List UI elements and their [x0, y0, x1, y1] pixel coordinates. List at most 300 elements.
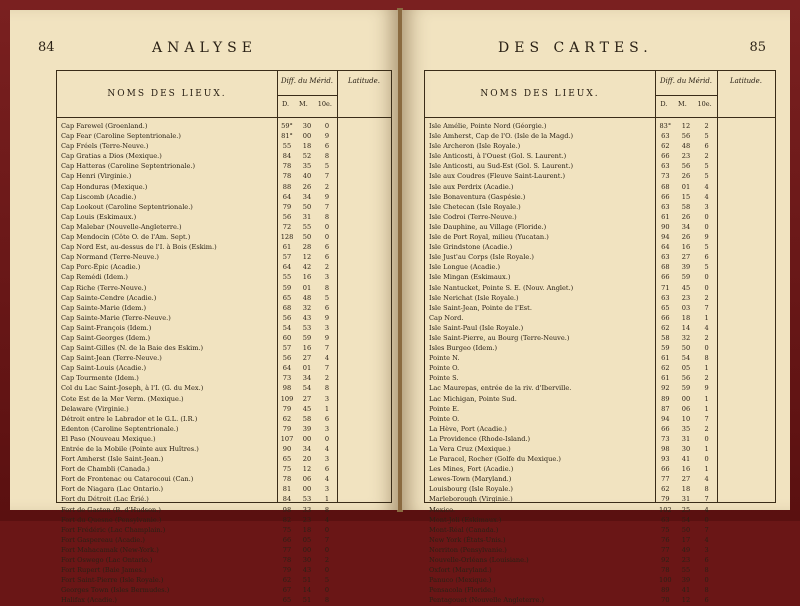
diff-tenths: 4: [704, 323, 709, 332]
diff-tenths: 4: [704, 505, 709, 514]
diff-tenths: 0: [704, 576, 709, 585]
place-name: Cap Gratias a Dios (Mexique.): [61, 152, 162, 161]
table-row: [57, 434, 391, 444]
diff-tenths: 0: [324, 222, 330, 231]
place-name: El Paso (Nouveau Mexique.): [61, 434, 156, 443]
diff-tenths: 6: [324, 243, 330, 252]
diff-minutes: 16: [681, 243, 691, 252]
diff-minutes: 39: [681, 576, 691, 585]
diff-minutes: 12: [302, 465, 312, 474]
diff-minutes: 00: [681, 394, 691, 403]
diff-tenths: 7: [324, 344, 330, 353]
table-row: [425, 383, 775, 393]
table-row: [425, 444, 775, 454]
place-name: Cap Tourmente (Idem.): [61, 374, 139, 383]
column-header-latitude: [717, 71, 775, 117]
diff-tenths: 9: [324, 192, 330, 201]
diff-minutes: 14: [302, 586, 312, 595]
diff-minutes: 34: [681, 222, 691, 231]
running-head-right: DES CARTES.: [498, 40, 653, 56]
place-name: Mont-Joli (Eskimaux.): [429, 515, 502, 524]
diff-minutes: 56: [681, 132, 691, 141]
diff-degrees: 78: [282, 162, 292, 171]
diff-degrees: 92: [661, 556, 670, 565]
table-row: [57, 484, 391, 494]
place-name: La Providence (Rhode-Island.): [429, 434, 531, 443]
place-name: Lewes-Town (Maryland.): [429, 475, 512, 484]
diff-minutes: 26: [681, 212, 691, 221]
place-name: Nouvelle-Orléans (Louisiane.): [429, 556, 529, 565]
diff-tenths: 1: [704, 394, 709, 403]
table-row: [57, 373, 391, 383]
place-name: Cap Honduras (Mexique.): [61, 182, 148, 191]
diff-degrees: 55: [282, 273, 292, 282]
table-row: [425, 535, 775, 545]
place-name: Cap Riche (Terre-Neuve.): [61, 283, 147, 292]
diff-minutes: 27: [302, 394, 312, 403]
table-row: [57, 363, 391, 373]
diff-tenths: 2: [704, 293, 709, 302]
diff-tenths: 2: [704, 152, 709, 161]
table-row: [57, 222, 391, 232]
diff-tenths: 3: [704, 202, 709, 211]
diff-tenths: 3: [324, 273, 330, 282]
table-row: [57, 252, 391, 262]
diff-degrees: 66: [661, 273, 670, 282]
table-row: [425, 575, 775, 585]
diff-minutes: 55: [302, 222, 312, 231]
diff-tenths: 7: [324, 535, 330, 544]
diff-minutes: 26: [681, 172, 691, 181]
diff-minutes: 35: [681, 424, 691, 433]
table-row: [425, 585, 775, 595]
column-header-diff: [655, 71, 718, 117]
diff-tenths: 4: [704, 475, 709, 484]
table-row: [57, 383, 391, 393]
place-name: Cap Malebar (Nouvelle-Angleterre.): [61, 222, 182, 231]
diff-degrees: 79: [282, 404, 292, 413]
place-name: Delaware (Virginie.): [61, 404, 129, 413]
diff-degrees: 88: [282, 182, 292, 191]
diff-minutes: 35: [302, 162, 312, 171]
place-name: Fort du Détroit (Lac Érié.): [61, 495, 149, 504]
diff-degrees: 78: [282, 556, 292, 565]
diff-tenths: 3: [324, 323, 330, 332]
diff-tenths: 0: [324, 525, 330, 534]
place-name: La Vera Cruz (Mexique.): [429, 445, 511, 453]
table-row: [57, 424, 391, 434]
place-name: Les Mines, Fort (Acadie.): [429, 465, 514, 474]
diff-minutes: 41: [681, 455, 691, 464]
table-row: [425, 373, 775, 383]
diff-degrees: 109: [280, 394, 294, 403]
diff-tenths: 1: [704, 445, 709, 453]
table-row: [425, 404, 775, 414]
diff-degrees: 90: [282, 445, 292, 453]
diff-degrees: 77: [282, 545, 292, 554]
place-name: Cote Est de la Mer Verm. (Mexique.): [61, 394, 184, 403]
diff-minutes: 56: [681, 162, 691, 171]
diff-tenths: 8: [704, 586, 709, 595]
table-row: [425, 555, 775, 565]
subheader-m: M.: [299, 100, 308, 108]
left-page: [10, 10, 398, 605]
diff-degrees: 73: [661, 172, 670, 181]
diff-tenths: 1: [704, 313, 709, 322]
place-name: Lac Maurepas, entrée de la riv. d'Iberville.: [429, 384, 572, 393]
diff-minutes: 00: [302, 434, 312, 443]
table-row: [425, 272, 775, 282]
table-row: [425, 394, 775, 404]
place-name: Pointe O.: [429, 364, 460, 373]
diff-tenths: 6: [324, 253, 330, 262]
diff-tenths: 5: [704, 162, 709, 171]
diff-tenths: 2: [324, 182, 330, 191]
diff-degrees: 93: [661, 455, 670, 464]
diff-minutes: 34: [302, 192, 312, 201]
diff-minutes: 00: [302, 545, 312, 554]
diff-tenths: 4: [704, 535, 709, 544]
diff-tenths: 0: [324, 434, 330, 443]
table-row: [425, 474, 775, 484]
diff-degrees: 64: [282, 364, 292, 373]
place-name: Fort Gaspereau (Acadie.): [61, 535, 145, 544]
diff-minutes: 20: [302, 455, 312, 464]
diff-minutes: 45: [681, 283, 691, 292]
table-row: [57, 444, 391, 454]
diff-tenths: 7: [324, 364, 330, 373]
table-row: [57, 283, 391, 293]
table-row: [425, 242, 775, 252]
diff-minutes: 50: [681, 525, 691, 534]
table-row: [57, 515, 391, 525]
diff-degrees: 100: [659, 576, 672, 585]
diff-minutes: 28: [302, 243, 312, 252]
place-name: Cap Farewel (Groenland.): [61, 122, 148, 130]
column-header-latitude-label: Latitude.: [347, 77, 381, 85]
diff-degrees: 65: [282, 455, 292, 464]
diff-minutes: 51: [302, 596, 312, 605]
diff-degrees: 64: [282, 192, 292, 201]
diff-degrees: 65: [282, 596, 292, 605]
place-name: Isle Chetecan (Isle Royale.): [429, 202, 521, 211]
table-row: [57, 394, 391, 404]
right-page: [402, 10, 790, 605]
diff-minutes: 27: [681, 253, 691, 262]
diff-minutes: 12: [681, 122, 691, 130]
diff-minutes: 30: [681, 445, 691, 453]
place-name: Fort de Niagara (Lac Ontario.): [61, 485, 164, 494]
diff-minutes: 16: [302, 273, 312, 282]
place-name: Cap Nord.: [429, 313, 464, 322]
diff-minutes: 05: [681, 364, 691, 373]
diff-degrees: 64: [282, 263, 292, 272]
place-name: Cap Remédi (Idem.): [61, 273, 128, 282]
diff-tenths: 2: [324, 374, 330, 383]
table-row: [57, 121, 391, 131]
diff-tenths: 1: [704, 364, 709, 373]
place-name: Cap Sainte-Marie (Idem.): [61, 303, 147, 312]
places-table-left: [56, 70, 392, 605]
diff-degrees: 56: [282, 354, 292, 363]
place-name: Marleborough (Virginie.): [429, 495, 513, 504]
diff-degrees: 62: [282, 414, 292, 423]
diff-degrees: 63: [661, 162, 670, 171]
table-row: [425, 252, 775, 262]
diff-tenths: 2: [704, 333, 709, 342]
place-name: Isle Dauphine, au Village (Floride.): [429, 222, 547, 231]
diff-degrees: 62: [661, 323, 670, 332]
diff-minutes: 16: [302, 344, 312, 353]
table-row: [425, 595, 775, 605]
diff-minutes: 45: [302, 404, 312, 413]
table-row: [425, 202, 775, 212]
place-name: Isle Amherst, Cap de l'O. (Isle de la Magd.): [429, 132, 574, 141]
place-name: Isle Saint-Jean, Pointe de l'Est.: [429, 303, 532, 312]
places-table-right: [424, 70, 776, 605]
subheader-d: D.: [282, 100, 290, 108]
diff-tenths: 2: [324, 263, 330, 272]
diff-degrees: 59°: [281, 122, 293, 130]
diff-degrees: 57: [282, 344, 292, 353]
diff-degrees: 54: [282, 323, 292, 332]
place-name: Isle Codroi (Terre-Neuve.): [429, 212, 517, 221]
diff-minutes: 40: [302, 172, 312, 181]
place-name: Cap Fréels (Terre-Neuve.): [61, 142, 149, 151]
column-header-latitude: [337, 71, 391, 117]
table-row: [57, 505, 391, 515]
diff-degrees: 60: [282, 333, 292, 342]
diff-minutes: 55: [681, 566, 691, 575]
diff-minutes: 01: [302, 364, 312, 373]
table-row: [57, 202, 391, 212]
place-name: Col du Lac Saint-Joseph, à l'I. (G. du Mex.): [61, 384, 204, 393]
table-row: [57, 323, 391, 333]
diff-minutes: 15: [681, 192, 691, 201]
place-name: Isle Longue (Acadie.): [429, 263, 501, 272]
place-name: Cap Nord Est, au-dessus de l'I. à Bois (Eskim.): [61, 243, 217, 252]
diff-minutes: 23: [681, 152, 691, 161]
diff-minutes: 00: [302, 132, 312, 141]
place-name: Isle Just'au Corps (Isle Royale.): [429, 253, 534, 262]
table-row: [425, 151, 775, 161]
table-row: [425, 121, 775, 131]
diff-degrees: 78: [661, 566, 670, 575]
diff-degrees: 66: [282, 535, 292, 544]
diff-tenths: 0: [704, 273, 709, 282]
diff-degrees: 75: [282, 525, 292, 534]
place-name: Isle Archeron (Isle Royale.): [429, 142, 521, 151]
diff-tenths: 6: [704, 556, 709, 565]
table-row: [57, 414, 391, 424]
diff-degrees: 61: [661, 354, 670, 363]
running-head-left: ANALYSE: [152, 40, 257, 56]
table-row: [425, 505, 775, 515]
diff-degrees: 92: [661, 384, 670, 393]
place-name: Cap Liscomb (Acadie.): [61, 192, 137, 201]
place-name: Fort Amherst (Isle Saint-Jean.): [61, 455, 164, 464]
place-name: Fort Saint-Pierre (Isle Royale.): [61, 576, 164, 585]
diff-tenths: 6: [324, 303, 330, 312]
diff-degrees: 70: [661, 596, 670, 605]
diff-degrees: 65: [282, 293, 292, 302]
diff-minutes: 06: [681, 404, 691, 413]
diff-tenths: 8: [324, 384, 330, 393]
column-header-name-label: NOMS DES LIEUX.: [107, 89, 227, 99]
place-name: Georges Town (Isles Bermudes.): [61, 586, 170, 595]
diff-minutes: 23: [681, 293, 691, 302]
diff-tenths: 6: [704, 596, 709, 605]
diff-tenths: 3: [324, 485, 330, 494]
diff-degrees: 87: [661, 404, 670, 413]
diff-tenths: 2: [704, 424, 709, 433]
table-row: [425, 515, 775, 525]
diff-minutes: 23: [302, 515, 312, 524]
diff-tenths: 5: [324, 576, 330, 585]
diff-minutes: 31: [681, 495, 691, 504]
diff-tenths: 4: [324, 354, 330, 363]
diff-minutes: 59: [302, 333, 312, 342]
diff-minutes: 06: [302, 475, 312, 484]
place-name: Cap Louis (Eskimaux.): [61, 212, 137, 221]
place-name: Cap Mendocin (Côte O. de l'Am. Sept.): [61, 233, 191, 242]
place-name: Fort Oswego (Lac Ontario.): [61, 556, 153, 565]
diff-tenths: 5: [704, 243, 709, 252]
diff-minutes: 53: [302, 323, 312, 332]
diff-tenths: 5: [324, 162, 330, 171]
place-name: Fort de Chambli (Canada.): [61, 465, 150, 474]
diff-tenths: 5: [704, 263, 709, 272]
place-name: Fort Frédéric (Lac Champlain.): [61, 525, 166, 534]
table-row: [57, 171, 391, 181]
diff-tenths: 3: [324, 394, 330, 403]
diff-minutes: 01: [681, 182, 691, 191]
diff-degrees: 56: [282, 212, 292, 221]
diff-minutes: 43: [302, 313, 312, 322]
place-name: Pointe O.: [429, 414, 460, 423]
diff-degrees: 81°: [281, 132, 293, 141]
diff-minutes: 54: [681, 354, 691, 363]
diff-minutes: 16: [681, 465, 691, 474]
diff-minutes: 27: [302, 354, 312, 363]
table-row: [57, 161, 391, 171]
diff-minutes: 23: [681, 556, 691, 565]
table-row: [57, 272, 391, 282]
diff-tenths: 0: [704, 434, 709, 443]
diff-tenths: 3: [324, 455, 330, 464]
diff-tenths: 1: [704, 404, 709, 413]
diff-degrees: 58: [661, 333, 670, 342]
table-row: [57, 262, 391, 272]
table-row: [57, 535, 391, 545]
place-name: Pensacola (Floride.): [429, 586, 496, 595]
table-row: [57, 525, 391, 535]
table-row: [425, 525, 775, 535]
diff-tenths: 8: [704, 485, 709, 494]
diff-degrees: 59: [661, 344, 670, 353]
table-row: [425, 414, 775, 424]
diff-minutes: 41: [681, 586, 691, 595]
table-row: [57, 585, 391, 595]
diff-tenths: 7: [324, 202, 330, 211]
table-row: [425, 192, 775, 202]
diff-tenths: 1: [324, 404, 330, 413]
diff-tenths: 0: [324, 122, 330, 130]
place-name: Isle Anticosti, à l'Ouest (Gol. S. Laurent.): [429, 152, 567, 161]
diff-minutes: 56: [681, 374, 691, 383]
table-header: [425, 71, 775, 118]
table-row: [425, 363, 775, 373]
table-row: [57, 404, 391, 414]
place-name: Isle aux Perdrix (Acadie.): [429, 182, 514, 191]
table-row: [57, 333, 391, 343]
table-row: [57, 131, 391, 141]
table-row: [425, 464, 775, 474]
place-name: Isle Nantucket, Pointe S. E. (Nouv. Anglet.): [429, 283, 574, 292]
diff-tenths: 5: [324, 293, 330, 302]
diff-degrees: 79: [282, 424, 292, 433]
diff-tenths: 1: [324, 495, 330, 504]
subheader-s: 10e.: [697, 100, 712, 108]
table-header: [57, 71, 391, 118]
diff-degrees: 72: [282, 222, 292, 231]
column-header-name-label: NOMS DES LIEUX.: [480, 89, 600, 99]
diff-degrees: 75: [661, 525, 670, 534]
diff-degrees: 64: [661, 243, 670, 252]
diff-degrees: 73: [282, 374, 292, 383]
diff-tenths: 6: [324, 414, 330, 423]
diff-minutes: 31: [302, 212, 312, 221]
table-row: [425, 182, 775, 192]
page-number-right: 85: [749, 40, 766, 55]
table-row: [425, 343, 775, 353]
diff-degrees: 107: [280, 434, 294, 443]
diff-minutes: 32: [681, 333, 691, 342]
diff-minutes: 25: [681, 505, 691, 514]
place-name: Cap Sainte-Marie (Terre-Neuve.): [61, 313, 171, 322]
diff-degrees: 63: [661, 515, 670, 524]
diff-degrees: 102: [659, 505, 672, 514]
diff-tenths: 9: [324, 132, 330, 141]
table-row: [57, 232, 391, 242]
place-name: Isle Bonaventura (Gaspésie.): [429, 192, 526, 201]
diff-minutes: 39: [681, 263, 691, 272]
place-name: Cap Hatteras (Caroline Septentrionale.): [61, 162, 196, 171]
diff-minutes: 59: [681, 273, 691, 282]
diff-tenths: 8: [704, 354, 709, 363]
diff-degrees: 57: [282, 253, 292, 262]
diff-minutes: 12: [681, 596, 691, 605]
column-header-name: [57, 71, 278, 117]
diff-tenths: 0: [324, 566, 330, 575]
diff-degrees: 63: [661, 132, 670, 141]
place-name: Cap Saint-Georges (Idem.): [61, 333, 151, 342]
diff-tenths: 0: [324, 233, 330, 242]
table-row: [425, 424, 775, 434]
diff-degrees: 76: [661, 535, 670, 544]
place-name: Cap Lookout (Caroline Septentrionale.): [61, 202, 193, 211]
diff-degrees: 83°: [659, 122, 672, 130]
page-number-left: 84: [38, 40, 55, 55]
table-row: [57, 192, 391, 202]
place-name: Cap Sainte-Cendre (Acadie.): [61, 293, 157, 302]
diff-degrees: 67: [282, 586, 292, 595]
table-row: [425, 313, 775, 323]
place-name: Fort de Gaston (B. d'Hudson.): [61, 505, 161, 514]
table-row: [57, 464, 391, 474]
diff-degrees: 94: [661, 233, 670, 242]
table-row: [425, 171, 775, 181]
